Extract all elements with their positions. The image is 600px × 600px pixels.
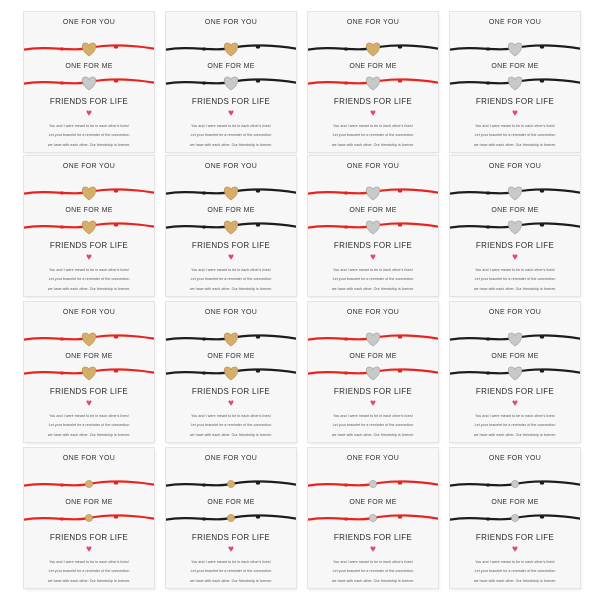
card-message-line: we have with each other. Our friendship is forever.: [473, 579, 557, 583]
card-message-line: we have with each other. Our friendship is forever.: [189, 433, 273, 437]
bottom-gold-bead-charm: [227, 514, 234, 521]
heart-icon: ♥: [228, 252, 234, 263]
cord-knot: [256, 369, 260, 372]
card-message-line: we have with each other. Our friendship is forever.: [331, 579, 415, 583]
one-for-you-label: ONE FOR YOU: [204, 455, 258, 462]
one-for-me-label: ONE FOR ME: [65, 207, 113, 214]
card-message-line: You and I were meant to be in each other's lives!: [475, 124, 555, 128]
bracelet-card: [308, 448, 438, 588]
card-message-line: Let your bracelet be a reminder of the connection: [190, 569, 272, 573]
one-for-me-label: ONE FOR ME: [491, 207, 539, 214]
cord-knot: [540, 335, 544, 338]
top-silver-heart-charm: [508, 333, 522, 346]
cord-knot: [540, 481, 544, 484]
cord-knot: [202, 81, 206, 84]
top-silver-heart-charm: [508, 43, 522, 56]
cord-knot: [486, 371, 490, 374]
cord-knot: [540, 369, 544, 372]
top-gold-bead-charm: [227, 480, 234, 487]
top-gold-heart-charm: [366, 43, 380, 56]
top-gold-heart-charm: [224, 333, 238, 346]
cord-knot: [114, 481, 118, 484]
one-for-you-label: ONE FOR YOU: [204, 163, 258, 170]
top-gold-heart-charm: [82, 187, 96, 200]
cord-knot: [114, 223, 118, 226]
card-message-line: we have with each other. Our friendship is forever.: [47, 579, 131, 583]
one-for-you-label: ONE FOR YOU: [488, 455, 542, 462]
cord-knot: [398, 223, 402, 226]
one-for-me-label: ONE FOR ME: [491, 353, 539, 360]
cord-knot: [398, 481, 402, 484]
cord-knot: [486, 81, 490, 84]
bracelet-cords: [166, 302, 296, 442]
friends-for-life-heading: FRIENDS FOR LIFE: [475, 241, 555, 250]
top-gold-heart-charm: [82, 333, 96, 346]
card-message-line: You and I were meant to be in each other's lives!: [333, 560, 413, 564]
friends-for-life-heading: FRIENDS FOR LIFE: [333, 387, 413, 396]
cord-knot: [344, 337, 348, 340]
top-gold-heart-charm: [224, 187, 238, 200]
card-message-line: Let your bracelet be a reminder of the connection: [190, 423, 272, 427]
cord-knot: [202, 371, 206, 374]
friends-for-life-heading: FRIENDS FOR LIFE: [191, 533, 271, 542]
heart-icon: ♥: [370, 544, 376, 555]
cord-knot: [60, 47, 64, 50]
bottom-silver-bead-charm: [511, 514, 518, 521]
bottom-silver-heart-charm: [508, 77, 522, 90]
one-for-you-label: ONE FOR YOU: [346, 455, 400, 462]
one-for-me-label: ONE FOR ME: [207, 207, 255, 214]
bracelet-card: [24, 302, 154, 442]
one-for-you-label: ONE FOR YOU: [488, 163, 542, 170]
bracelet-cords: [450, 156, 580, 296]
card-message-line: we have with each other. Our friendship is forever.: [331, 143, 415, 147]
cord-knot: [344, 81, 348, 84]
bracelet-cords: [308, 12, 438, 152]
heart-icon: ♥: [86, 252, 92, 263]
card-message-line: we have with each other. Our friendship is forever.: [189, 143, 273, 147]
bracelet-cords: [24, 12, 154, 152]
bracelet-cords: [166, 448, 296, 588]
card-message-line: You and I were meant to be in each other's lives!: [475, 560, 555, 564]
one-for-me-label: ONE FOR ME: [207, 63, 255, 70]
top-gold-heart-charm: [82, 43, 96, 56]
one-for-me-label: ONE FOR ME: [491, 63, 539, 70]
cord-knot: [202, 337, 206, 340]
cord-knot: [114, 79, 118, 82]
bracelet-cords: [450, 448, 580, 588]
cord-knot: [114, 515, 118, 518]
card-message-line: Let your bracelet be a reminder of the connection: [190, 277, 272, 281]
card-message-line: You and I were meant to be in each other's lives!: [191, 414, 271, 418]
bracelet-card: [308, 156, 438, 296]
one-for-you-label: ONE FOR YOU: [346, 309, 400, 316]
friends-for-life-heading: FRIENDS FOR LIFE: [333, 241, 413, 250]
one-for-me-label: ONE FOR ME: [65, 499, 113, 506]
one-for-me-label: ONE FOR ME: [491, 499, 539, 506]
bracelet-cords: [308, 448, 438, 588]
cord-knot: [344, 483, 348, 486]
card-message-line: You and I were meant to be in each other's lives!: [333, 268, 413, 272]
card-message-line: Let your bracelet be a reminder of the connection: [332, 423, 414, 427]
cord-knot: [398, 45, 402, 48]
top-silver-heart-charm: [508, 187, 522, 200]
friends-for-life-heading: FRIENDS FOR LIFE: [49, 241, 129, 250]
card-message-line: You and I were meant to be in each other's lives!: [49, 414, 129, 418]
cord-knot: [486, 483, 490, 486]
one-for-you-label: ONE FOR YOU: [346, 163, 400, 170]
bottom-silver-heart-charm: [366, 77, 380, 90]
bracelet-cords: [450, 12, 580, 152]
top-gold-heart-charm: [224, 43, 238, 56]
card-message-line: You and I were meant to be in each other's lives!: [191, 560, 271, 564]
bracelet-card: [166, 448, 296, 588]
cord-knot: [540, 515, 544, 518]
cord-knot: [256, 45, 260, 48]
bracelet-card: [450, 156, 580, 296]
top-silver-heart-charm: [366, 333, 380, 346]
top-gold-bead-charm: [85, 480, 92, 487]
one-for-me-label: ONE FOR ME: [349, 353, 397, 360]
bracelet-cords: [166, 12, 296, 152]
one-for-you-label: ONE FOR YOU: [346, 19, 400, 26]
heart-icon: ♥: [86, 544, 92, 555]
card-message-line: we have with each other. Our friendship is forever.: [473, 143, 557, 147]
heart-icon: ♥: [86, 398, 92, 409]
one-for-me-label: ONE FOR ME: [207, 353, 255, 360]
card-message-line: You and I were meant to be in each other's lives!: [475, 268, 555, 272]
bottom-silver-heart-charm: [224, 77, 238, 90]
bracelet-card: [308, 302, 438, 442]
cord-knot: [398, 79, 402, 82]
cord-knot: [344, 371, 348, 374]
card-message-line: Let your bracelet be a reminder of the connection: [48, 569, 130, 573]
cord-knot: [398, 369, 402, 372]
bottom-gold-heart-charm: [224, 367, 238, 380]
cord-knot: [60, 81, 64, 84]
heart-icon: ♥: [228, 398, 234, 409]
card-message-line: You and I were meant to be in each other's lives!: [333, 414, 413, 418]
bracelet-cords: [308, 302, 438, 442]
friends-for-life-heading: FRIENDS FOR LIFE: [333, 533, 413, 542]
card-message-line: Let your bracelet be a reminder of the connection: [48, 277, 130, 281]
bracelet-cords: [450, 302, 580, 442]
bottom-silver-heart-charm: [508, 221, 522, 234]
cord-knot: [256, 79, 260, 82]
heart-icon: ♥: [512, 252, 518, 263]
card-message-line: Let your bracelet be a reminder of the connection: [332, 569, 414, 573]
cord-knot: [256, 335, 260, 338]
bracelet-card: [166, 12, 296, 152]
cord-knot: [540, 189, 544, 192]
cord-knot: [486, 191, 490, 194]
cord-knot: [344, 225, 348, 228]
top-silver-heart-charm: [366, 187, 380, 200]
card-message-line: Let your bracelet be a reminder of the connection: [48, 133, 130, 137]
cord-knot: [540, 45, 544, 48]
cord-knot: [202, 483, 206, 486]
bottom-gold-heart-charm: [82, 221, 96, 234]
card-message-line: we have with each other. Our friendship is forever.: [47, 287, 131, 291]
bracelet-card: [450, 12, 580, 152]
cord-knot: [256, 515, 260, 518]
cord-knot: [344, 191, 348, 194]
card-message-line: we have with each other. Our friendship is forever.: [189, 579, 273, 583]
card-message-line: You and I were meant to be in each other's lives!: [191, 268, 271, 272]
friends-for-life-heading: FRIENDS FOR LIFE: [49, 97, 129, 106]
bottom-silver-bead-charm: [369, 514, 376, 521]
cord-knot: [344, 517, 348, 520]
cord-knot: [114, 189, 118, 192]
cord-knot: [540, 79, 544, 82]
card-message-line: You and I were meant to be in each other's lives!: [49, 560, 129, 564]
friends-for-life-heading: FRIENDS FOR LIFE: [475, 387, 555, 396]
friends-for-life-heading: FRIENDS FOR LIFE: [475, 533, 555, 542]
card-message-line: Let your bracelet be a reminder of the connection: [474, 423, 556, 427]
bracelet-card: [450, 448, 580, 588]
bracelet-card: [166, 302, 296, 442]
bracelet-cords: [24, 448, 154, 588]
one-for-you-label: ONE FOR YOU: [62, 455, 116, 462]
friends-for-life-heading: FRIENDS FOR LIFE: [49, 533, 129, 542]
cord-knot: [486, 47, 490, 50]
friends-for-life-heading: FRIENDS FOR LIFE: [191, 387, 271, 396]
bracelet-cords: [24, 156, 154, 296]
one-for-you-label: ONE FOR YOU: [62, 19, 116, 26]
heart-icon: ♥: [370, 398, 376, 409]
friends-for-life-heading: FRIENDS FOR LIFE: [475, 97, 555, 106]
card-message-line: Let your bracelet be a reminder of the connection: [474, 133, 556, 137]
card-message-line: You and I were meant to be in each other's lives!: [49, 124, 129, 128]
card-message-line: Let your bracelet be a reminder of the connection: [332, 133, 414, 137]
heart-icon: ♥: [228, 108, 234, 119]
heart-icon: ♥: [228, 544, 234, 555]
card-message-line: we have with each other. Our friendship is forever.: [473, 287, 557, 291]
friends-for-life-heading: FRIENDS FOR LIFE: [49, 387, 129, 396]
cord-knot: [202, 517, 206, 520]
heart-icon: ♥: [370, 252, 376, 263]
bracelet-cords: [24, 302, 154, 442]
card-message-line: we have with each other. Our friendship is forever.: [473, 433, 557, 437]
cord-knot: [60, 337, 64, 340]
bracelet-card: [24, 12, 154, 152]
card-message-line: Let your bracelet be a reminder of the connection: [332, 277, 414, 281]
one-for-you-label: ONE FOR YOU: [62, 309, 116, 316]
cord-knot: [256, 223, 260, 226]
bracelet-card: [24, 448, 154, 588]
top-silver-bead-charm: [511, 480, 518, 487]
cord-knot: [398, 515, 402, 518]
one-for-you-label: ONE FOR YOU: [488, 19, 542, 26]
friends-for-life-heading: FRIENDS FOR LIFE: [333, 97, 413, 106]
one-for-you-label: ONE FOR YOU: [204, 309, 258, 316]
card-message-line: Let your bracelet be a reminder of the connection: [190, 133, 272, 137]
cord-knot: [60, 371, 64, 374]
bracelet-card: [308, 12, 438, 152]
bottom-gold-heart-charm: [82, 367, 96, 380]
one-for-me-label: ONE FOR ME: [65, 353, 113, 360]
one-for-me-label: ONE FOR ME: [349, 207, 397, 214]
heart-icon: ♥: [86, 108, 92, 119]
friends-for-life-heading: FRIENDS FOR LIFE: [191, 97, 271, 106]
card-message-line: Let your bracelet be a reminder of the connection: [474, 277, 556, 281]
bottom-silver-heart-charm: [366, 367, 380, 380]
one-for-me-label: ONE FOR ME: [207, 499, 255, 506]
bottom-gold-heart-charm: [224, 221, 238, 234]
one-for-you-label: ONE FOR YOU: [488, 309, 542, 316]
heart-icon: ♥: [370, 108, 376, 119]
cord-knot: [114, 369, 118, 372]
card-message-line: we have with each other. Our friendship is forever.: [47, 143, 131, 147]
cord-knot: [202, 191, 206, 194]
bracelet-cords: [166, 156, 296, 296]
cord-knot: [60, 483, 64, 486]
one-for-me-label: ONE FOR ME: [349, 63, 397, 70]
card-message-line: we have with each other. Our friendship is forever.: [331, 433, 415, 437]
bracelet-card: [450, 302, 580, 442]
bottom-silver-heart-charm: [82, 77, 96, 90]
cord-knot: [60, 517, 64, 520]
card-message-line: we have with each other. Our friendship is forever.: [47, 433, 131, 437]
heart-icon: ♥: [512, 108, 518, 119]
friends-for-life-heading: FRIENDS FOR LIFE: [191, 241, 271, 250]
cord-knot: [486, 337, 490, 340]
cord-knot: [202, 47, 206, 50]
bracelet-card: [166, 156, 296, 296]
one-for-you-label: ONE FOR YOU: [62, 163, 116, 170]
card-message-line: Let your bracelet be a reminder of the connection: [474, 569, 556, 573]
cord-knot: [344, 47, 348, 50]
one-for-you-label: ONE FOR YOU: [204, 19, 258, 26]
card-message-line: You and I were meant to be in each other's lives!: [475, 414, 555, 418]
card-message-line: Let your bracelet be a reminder of the connection: [48, 423, 130, 427]
heart-icon: ♥: [512, 398, 518, 409]
bottom-silver-heart-charm: [508, 367, 522, 380]
cord-knot: [398, 189, 402, 192]
bracelet-card: [24, 156, 154, 296]
heart-icon: ♥: [512, 544, 518, 555]
card-message-line: we have with each other. Our friendship is forever.: [331, 287, 415, 291]
cord-knot: [256, 189, 260, 192]
cord-knot: [256, 481, 260, 484]
bottom-gold-bead-charm: [85, 514, 92, 521]
cord-knot: [398, 335, 402, 338]
cord-knot: [540, 223, 544, 226]
cord-knot: [486, 225, 490, 228]
cord-knot: [60, 191, 64, 194]
top-silver-bead-charm: [369, 480, 376, 487]
cord-knot: [202, 225, 206, 228]
one-for-me-label: ONE FOR ME: [65, 63, 113, 70]
cord-knot: [114, 45, 118, 48]
cord-knot: [60, 225, 64, 228]
bottom-silver-heart-charm: [366, 221, 380, 234]
card-message-line: You and I were meant to be in each other's lives!: [333, 124, 413, 128]
cord-knot: [114, 335, 118, 338]
bracelet-cords: [308, 156, 438, 296]
card-message-line: we have with each other. Our friendship is forever.: [189, 287, 273, 291]
card-message-line: You and I were meant to be in each other's lives!: [191, 124, 271, 128]
cord-knot: [486, 517, 490, 520]
card-message-line: You and I were meant to be in each other's lives!: [49, 268, 129, 272]
one-for-me-label: ONE FOR ME: [349, 499, 397, 506]
